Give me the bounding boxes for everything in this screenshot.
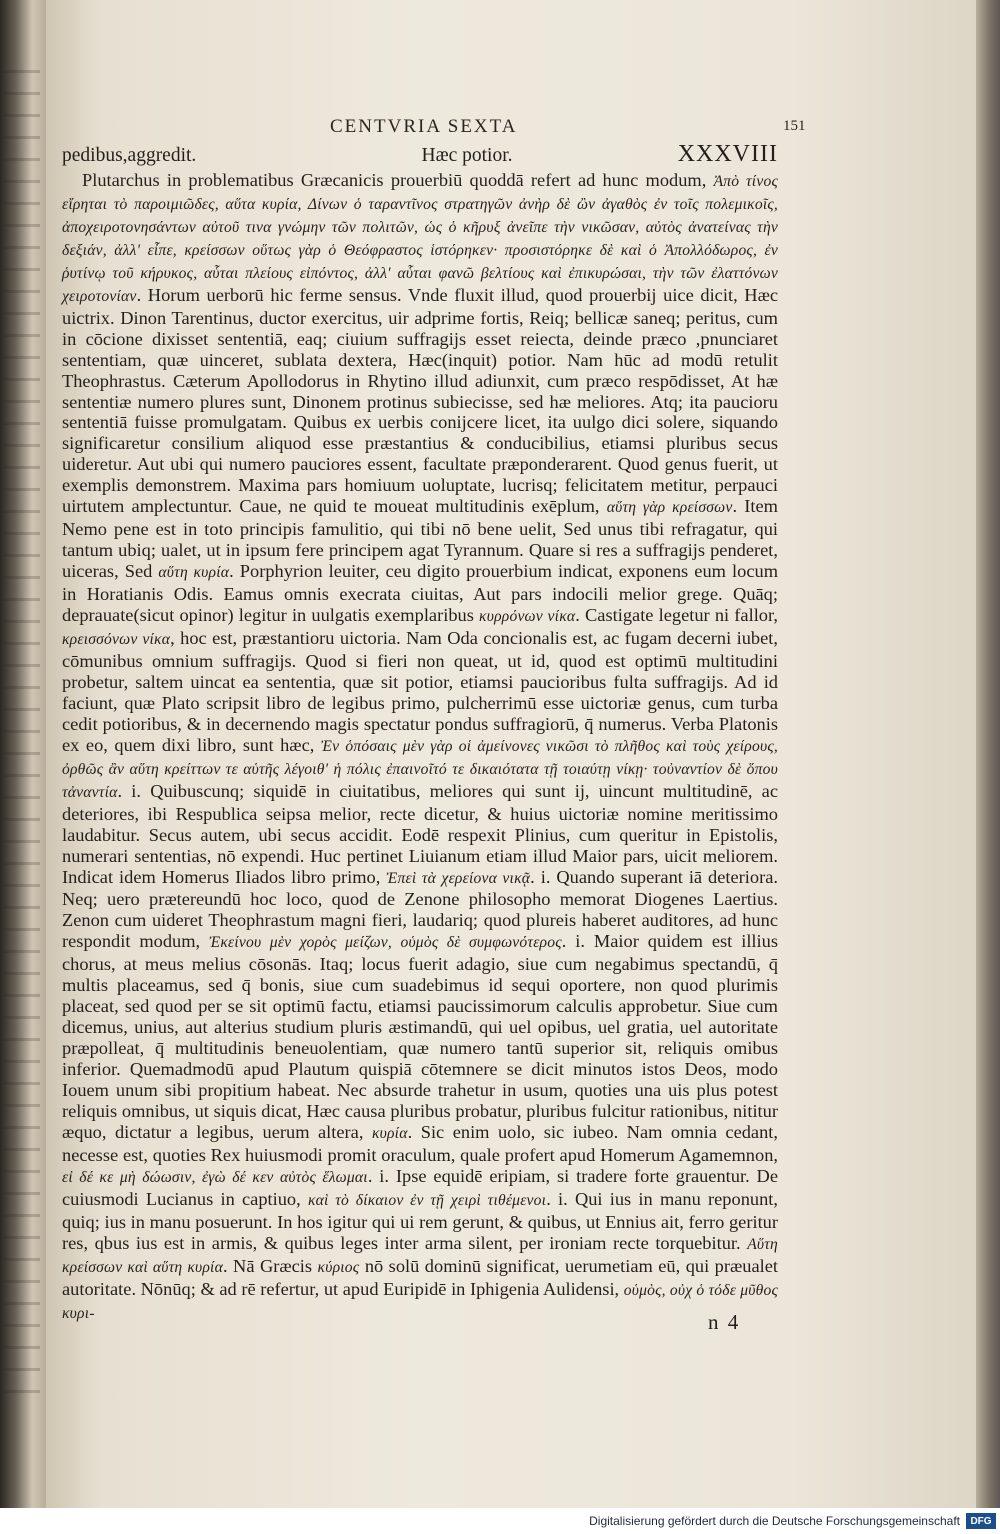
greek-quotation: Ἐκείνου μὲν χορὸς μείζων, οὑμὸς δὲ συμφωνότερος [209,934,562,952]
greek-quotation: κυρία [371,1124,408,1142]
greek-quotation: Ἀπὸ τίνος εἴρηται τὸ παροιμιῶδες, αὕτα κυρία, Δίνων ὁ ταραντῖνος στρατηγῶν ἀνὴρ δὲ ὢν ἀγαθὸς ἐν τοῖς πολεμικοῖς, ἀποχειροτονησάντων αὐτοῦ τινα γνώμην τῶν πολιτῶν, ὡς ὁ κῆρυξ ἀνεῖπε τὴν νικῶσαν, αὐτὸς ἀνατείνας τὴν δεξιάν, ἀλλ' εἶπε, κρείσσων οὕτως γὰρ ὁ Θεόφραστος ἱστόρηκεν· προσιστόρηκε δὲ καὶ ὁ Ἀπολλόδωρος, ἐν ῥυτίνῳ τοῦ κήρυκος, αὗται πλείους εἰπόντος, ἀλλ' αὗται φανῶ βελτίους καὶ ἐπικυρώσαι, τὴν τῶν ἐλαττόνων χειροτονίαν [62,173,778,305]
dfg-logo[interactable]: DFG [966,1513,996,1529]
latin-text: . Porphyrion leuiter, ceu digito prouerbium indicat, exponens eum locum in Horatianis Odis. Eamus omnis execrata ciuitas, Aut pars indocili melior grege. Quāq; deprauate(sicut opinor) legitur in uulgatis exemplaribus [62,561,778,626]
greek-quotation: οὑμὸς, οὐχ ὁ τόδε μῦθος κυρι- [62,1281,778,1322]
greek-quotation: αὕτη γὰρ κρείσσων [606,499,733,517]
chapter-number: XXXVIII [677,141,778,167]
latin-text: . Horum uerborū hic ferme sensus. Vnde fluxit illud, quod prouerbij uice dicit, Hæc uictrix. Dinon Tarentinus, ductor exercitus, uir adprime fortis, Reiq; bellicæ saneq; peritus, cum in cōcione dixisset sententiā, eaq; ciuium suffragijs esset reiecta, deinde præco ,pnunciaret sententiam, quæ uinceret, sublata dextera, Hæc(inquit) potior. Nam hūc ad modū retulit Theophrastus. Cæterum Apollodorus in Rhytino illud adiunxit, cum præco respōdisset, At hæ sententiæ numero plures sunt, Dinonem protinus subiecisse, sed hæ meliores. Atq; ita paucioru sententiā fuisse promulgatam. Quibus ex uerbis conijcere licet, ita uulgo dici solere, siquando significaretur consilium aliquod esse præstantius & conducibilius, etiamsi pluribus secus uideretur. Aut ubi qui numero pauciores essent, facultate præponderarent. Quod genus fuerit, ut exemplis demonstrem. Maxima pars homiuum uoluptate, lucrisq; felicitatem metitur, perpauci uirtutem amplectuntur. Caue, ne quid te moueat multitudinis exēplum, [62,284,778,517]
greek-quotation: κυρρόνων νίκα [479,608,576,626]
footer-text: Digitalisierung gefördert durch die Deutsche Forschungsgemeinschaft [589,1514,960,1528]
right-page-edge [976,0,1000,1508]
left-page-text-fragment [4,70,40,1400]
left-page-edge [0,0,46,1508]
footer-bar [0,1508,1000,1534]
latin-text: . i. Quibuscunq; siquidē in ciuitatibus, meliores qui sunt ij, uincunt multitudinē, ac deteriores, ibi Respublica seipsa melior, recte dicetur, & huius uictoriæ nomine meritissimo laudabitur. Secus autem, ubi secus accidit. Eodē respexit Plinius, cum queritur in Epistolis, numerari sententias, nō expendi. Huc pertinet Liuianum etiam illud Maior pars, uicit meliorem. Indicat idem Homerus Iliados libro primo, [62,780,778,887]
folio-number: 151 [783,118,806,134]
signature-mark: n 4 [708,1310,741,1334]
adage-title: Hæc potior. [421,145,513,166]
latin-text: . Sic enim uolo, sic iubeo. Nam omnia cedant, necesse est, quoties Rex huiusmodi promit oraculum, quale profert apud Homerum Agamemnon, [62,1121,778,1165]
latin-text: . i. Qui ius in manu reponunt, quiq; ius in manu posuerunt. In hos igitur qui ui rem gerunt, & quibus, ut Ennius ait, ferro geritur res, qbus ius est in armis, & quibus leges inter arma silent, per ironiam recte torquebitur. [62,1188,778,1253]
greek-quotation: κύριος [317,1258,360,1276]
latin-text: . Castigate legetur ni fallor, [575,605,778,626]
greek-quotation: Αὕτη κρείσσων καὶ αὕτη κυρία [62,1235,778,1276]
greek-quotation: Ἐν ὁπόσαις μὲν γὰρ οἱ ἀμείνονες νικῶσι τὸ πλῆθος καὶ τοὺς χείρους, ὀρθῶς ἂν αὕτη κρείττων τε αὑτῆς λέγοιθ' ἡ πόλις ἐπαινοῖτό τε δικαιότατα τῇ τοιαύτῃ νίκῃ· τοὐναντίον δὲ ὅπου τἀναντία [62,737,778,801]
greek-quotation: κρεισσόνων νίκα [62,631,171,649]
latin-text: . i. Ipse equidē eripiam, si tradere forte grauentur. De cuiusmodi Lucianus in captiuo, [62,1165,778,1209]
first-line [62,141,778,170]
latin-text: . i. Maior quidem est illius chorus, at meus melius cōsonās. Itaq; locus fuerit adagio, siue cum negabimus spectandū, q̄ multis placeamus, sed q̄ bonis, siue cum suadebimus id sequi oportere, non quod plurimis placeat, sed quod per se sit optimū factu, etiamsi paucissimorum calculis approbetur. Siue cum dicemus, unius, aut alterius studium pluris æstimandū, qui uel opibus, uel gratia, uel autoritate præpolleat, q̄ multitudinis beneuolentiam, quæ numero tantū superior sit, reliquis omibus inferior. Quemadmodū apud Plautum quispiā cōtemnere se dicit minutos istos Deos, modo Iouem unum sibi propitium habeat. Nec absurde trahetur in usum, quoties una uis plus potest reliquis omnibus, ut siquis dicat, Hæc causa pluribus probatur, pluribus fulcitur rationibus, nititur æquo, dictatur a legibus, uerum altera, [62,931,779,1142]
latin-text: , hoc est, præstantioru uictoria. Nam Oda concionalis est, ac fugam decerni iubet, cōmunibus omnium suffragijs. Quod si fieri non queat, ut id, quod est optimū multitudini probetur, saltem uincat ea sententia, quæ sit potior, etiamsi paucioribus fulta suffragijs. Ad id faciunt, quæ Plato scripsit libro de legibus primo, pulcherrimū esse uictoriæ genus, cum turba cedit potioribus, & in decernendo magis spectatur pondus suffragiorū, q̄ numerus. Verba Platonis ex eo, quem dixi libro, sunt hæc, [62,628,778,755]
greek-quotation: καὶ τὸ δίκαιον ἐν τῇ χειρὶ τιθέμενοι [307,1191,547,1209]
running-head: CENTVRIA SEXTA [330,116,518,137]
latin-text: . Item Nemo pene est in toto principis famulitio, qui tibi nō bene uelit, Sed unus tibi refragatur, qui tantum ubiq; ualet, ut in ipsum fere principem agat Tyrannum. Quare si res a suffragijs penderet, uiceras, Sed [62,496,778,582]
greek-quotation: Ἐπεὶ τὰ χερείονα νικᾷ [386,869,531,887]
latin-text: . i. Quando superant iā deteriora. Neq; uero prætereundū hoc loco, quod de Zenone philosopho memorat Diogenes Laertius. Zenon cum uideret Theophrastum magni fieri, laudariq; quod plureis haberet auditores, ad hunc respondit modum, [62,866,778,952]
latin-text: . Nā Græcis [222,1255,318,1276]
latin-text: Plutarchus in problematibus Græcanicis prouerbiū quoddā refert ad hunc modum, [82,170,714,190]
first-line-left: pedibus,aggredit. [62,145,197,166]
latin-text: nō solū dominū significat, uerumetiam eū, qui præualet autoritate. Nōnūq; & ad rē refertur, ut apud Euripidē in Iphigenia Aulidensi, [62,1255,778,1299]
greek-quotation: εἰ δέ κε μὴ δώωσιν, ἐγὼ δέ κεν αὐτὸς ἕλωμαι [62,1168,368,1186]
main-paragraph [62,170,778,1325]
greek-quotation: αὕτη κυρία [158,564,230,582]
